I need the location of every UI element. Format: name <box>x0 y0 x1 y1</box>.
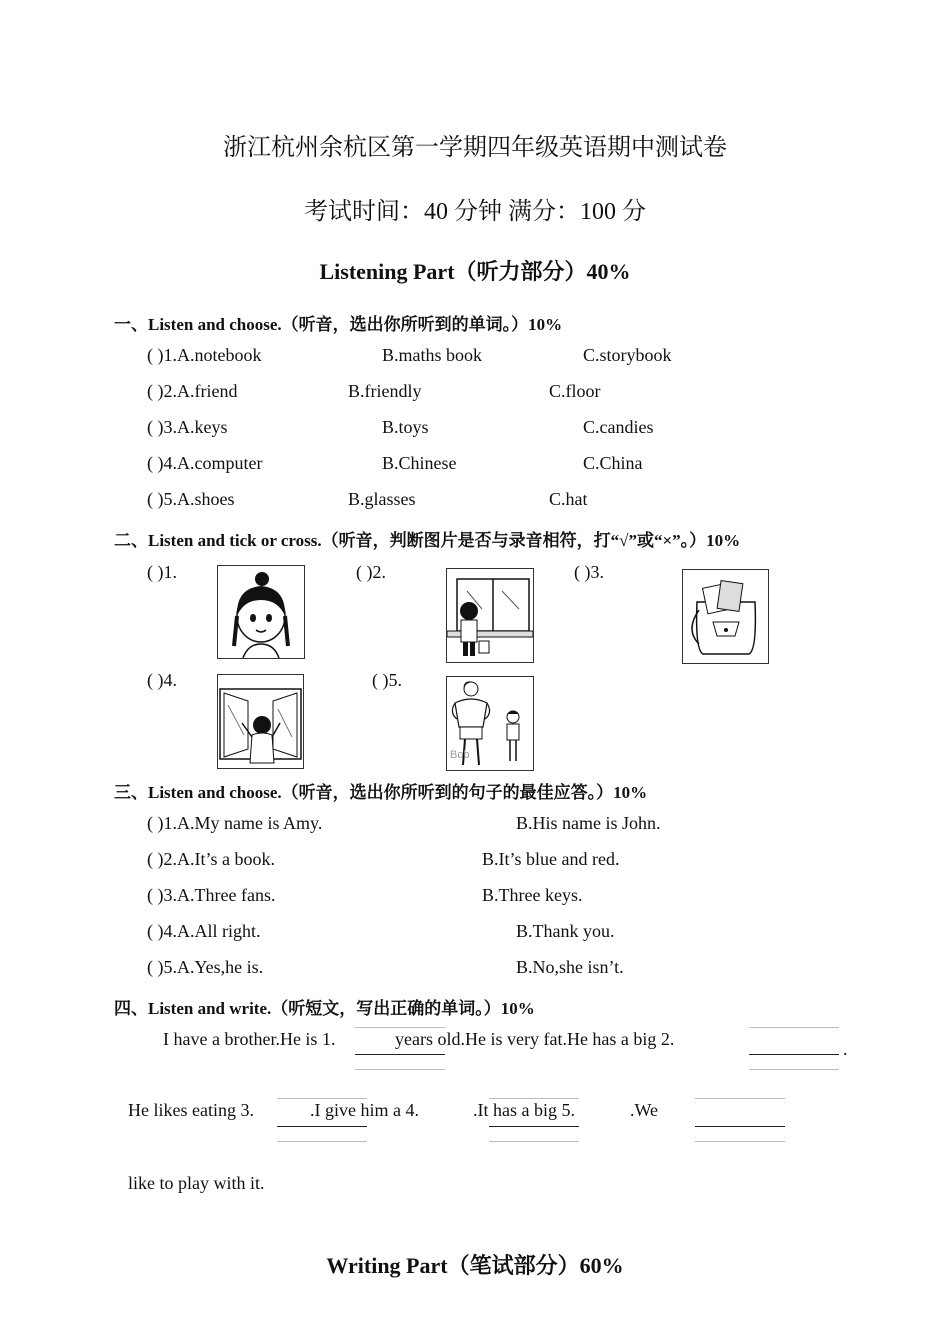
s1-q5-b: B.glasses <box>348 489 416 509</box>
bob-caption: Bob <box>450 749 470 761</box>
s1-q2-a: ( )2.A.friend <box>147 381 238 401</box>
exam-title: 浙江杭州余杭区第一学期四年级英语期中测试卷 <box>223 135 727 161</box>
s1-q1-c: C.storybook <box>583 345 672 365</box>
schoolbag-picture <box>682 569 769 664</box>
listening-heading: Listening Part（听力部分）40% <box>319 259 631 284</box>
s3-q4-a: ( )4.A.All right. <box>147 921 261 941</box>
section4-heading: 四、Listen and write.（听短文，写出正确的单词。）10% <box>114 999 535 1018</box>
s1-q1-a: ( )1.A.notebook <box>147 345 262 365</box>
s4-line2-part1: He likes eating 3. <box>128 1100 254 1120</box>
writing-heading: Writing Part（笔试部分）60% <box>326 1253 624 1278</box>
answer-blank-4[interactable] <box>489 1126 579 1127</box>
blank3-guide-bottom <box>277 1141 367 1142</box>
answer-blank-3[interactable] <box>277 1126 367 1127</box>
s3-q5-b: B.No,she isn’t. <box>516 957 624 977</box>
s4-line2-part2: .I give him a 4. <box>310 1100 419 1120</box>
s2-item2-label: ( )2. <box>356 562 386 582</box>
s3-q3-a: ( )3.A.Three fans. <box>147 885 276 905</box>
s1-q3-a: ( )3.A.keys <box>147 417 228 437</box>
blank5-guide-top <box>695 1098 785 1099</box>
s4-line1-part1: I have a brother.He is 1. <box>163 1029 336 1049</box>
s2-item5-label: ( )5. <box>372 670 402 690</box>
exam-subtitle: 考试时间：40 分钟 满分：100 分 <box>304 199 646 225</box>
answer-blank-2[interactable] <box>749 1054 839 1055</box>
section1-heading: 一、Listen and choose.（听音，选出你所听到的单词。）10% <box>114 315 563 334</box>
s3-q4-b: B.Thank you. <box>516 921 615 941</box>
s4-line1-part2: years old.He is very fat.He has a big 2. <box>395 1029 675 1049</box>
s1-q3-c: C.candies <box>583 417 654 437</box>
blank2-guide-bottom <box>749 1069 839 1070</box>
blank3-guide-top <box>277 1098 367 1099</box>
blank5-guide-bottom <box>695 1141 785 1142</box>
blank2-guide-top <box>749 1027 839 1028</box>
s3-q2-b: B.It’s blue and red. <box>482 849 620 869</box>
blank4-guide-bottom <box>489 1141 579 1142</box>
s4-line3: like to play with it. <box>128 1173 265 1193</box>
s1-q5-a: ( )5.A.shoes <box>147 489 235 509</box>
girl-picture <box>217 565 305 659</box>
blank1-guide-bottom <box>355 1069 445 1070</box>
s1-q1-b: B.maths book <box>382 345 483 365</box>
s3-q1-a: ( )1.A.My name is Amy. <box>147 813 323 833</box>
boy-cleaning-window-picture <box>446 568 534 663</box>
s1-q2-b: B.friendly <box>348 381 422 401</box>
s1-q5-c: C.hat <box>549 489 588 509</box>
blank1-guide-top <box>355 1027 445 1028</box>
s3-q5-a: ( )5.A.Yes,he is. <box>147 957 264 977</box>
s2-item4-label: ( )4. <box>147 670 177 690</box>
s2-item1-label: ( )1. <box>147 562 177 582</box>
girl-at-window-picture <box>217 674 304 769</box>
strong-man-and-boy-picture <box>446 676 534 771</box>
s3-q3-b: B.Three keys. <box>482 885 583 905</box>
s3-q2-a: ( )2.A.It’s a book. <box>147 849 275 869</box>
s4-line2-part4: .We <box>630 1100 659 1120</box>
answer-blank-1[interactable] <box>355 1054 445 1055</box>
s1-q3-b: B.toys <box>382 417 429 437</box>
s4-line1-end: . <box>843 1039 848 1059</box>
s4-line2-part3: .It has a big 5. <box>473 1100 575 1120</box>
blank4-guide-top <box>489 1098 579 1099</box>
s1-q4-c: C.China <box>583 453 643 473</box>
s2-item3-label: ( )3. <box>574 562 604 582</box>
answer-blank-5[interactable] <box>695 1126 785 1127</box>
s1-q4-a: ( )4.A.computer <box>147 453 263 473</box>
s1-q4-b: B.Chinese <box>382 453 457 473</box>
section3-heading: 三、Listen and choose.（听音，选出你所听到的句子的最佳应答。）10% <box>114 783 648 802</box>
section2-heading: 二、Listen and tick or cross.（听音，判断图片是否与录音相符，打“√”或“×”。）10% <box>114 531 741 550</box>
s3-q1-b: B.His name is John. <box>516 813 661 833</box>
s1-q2-c: C.floor <box>549 381 601 401</box>
